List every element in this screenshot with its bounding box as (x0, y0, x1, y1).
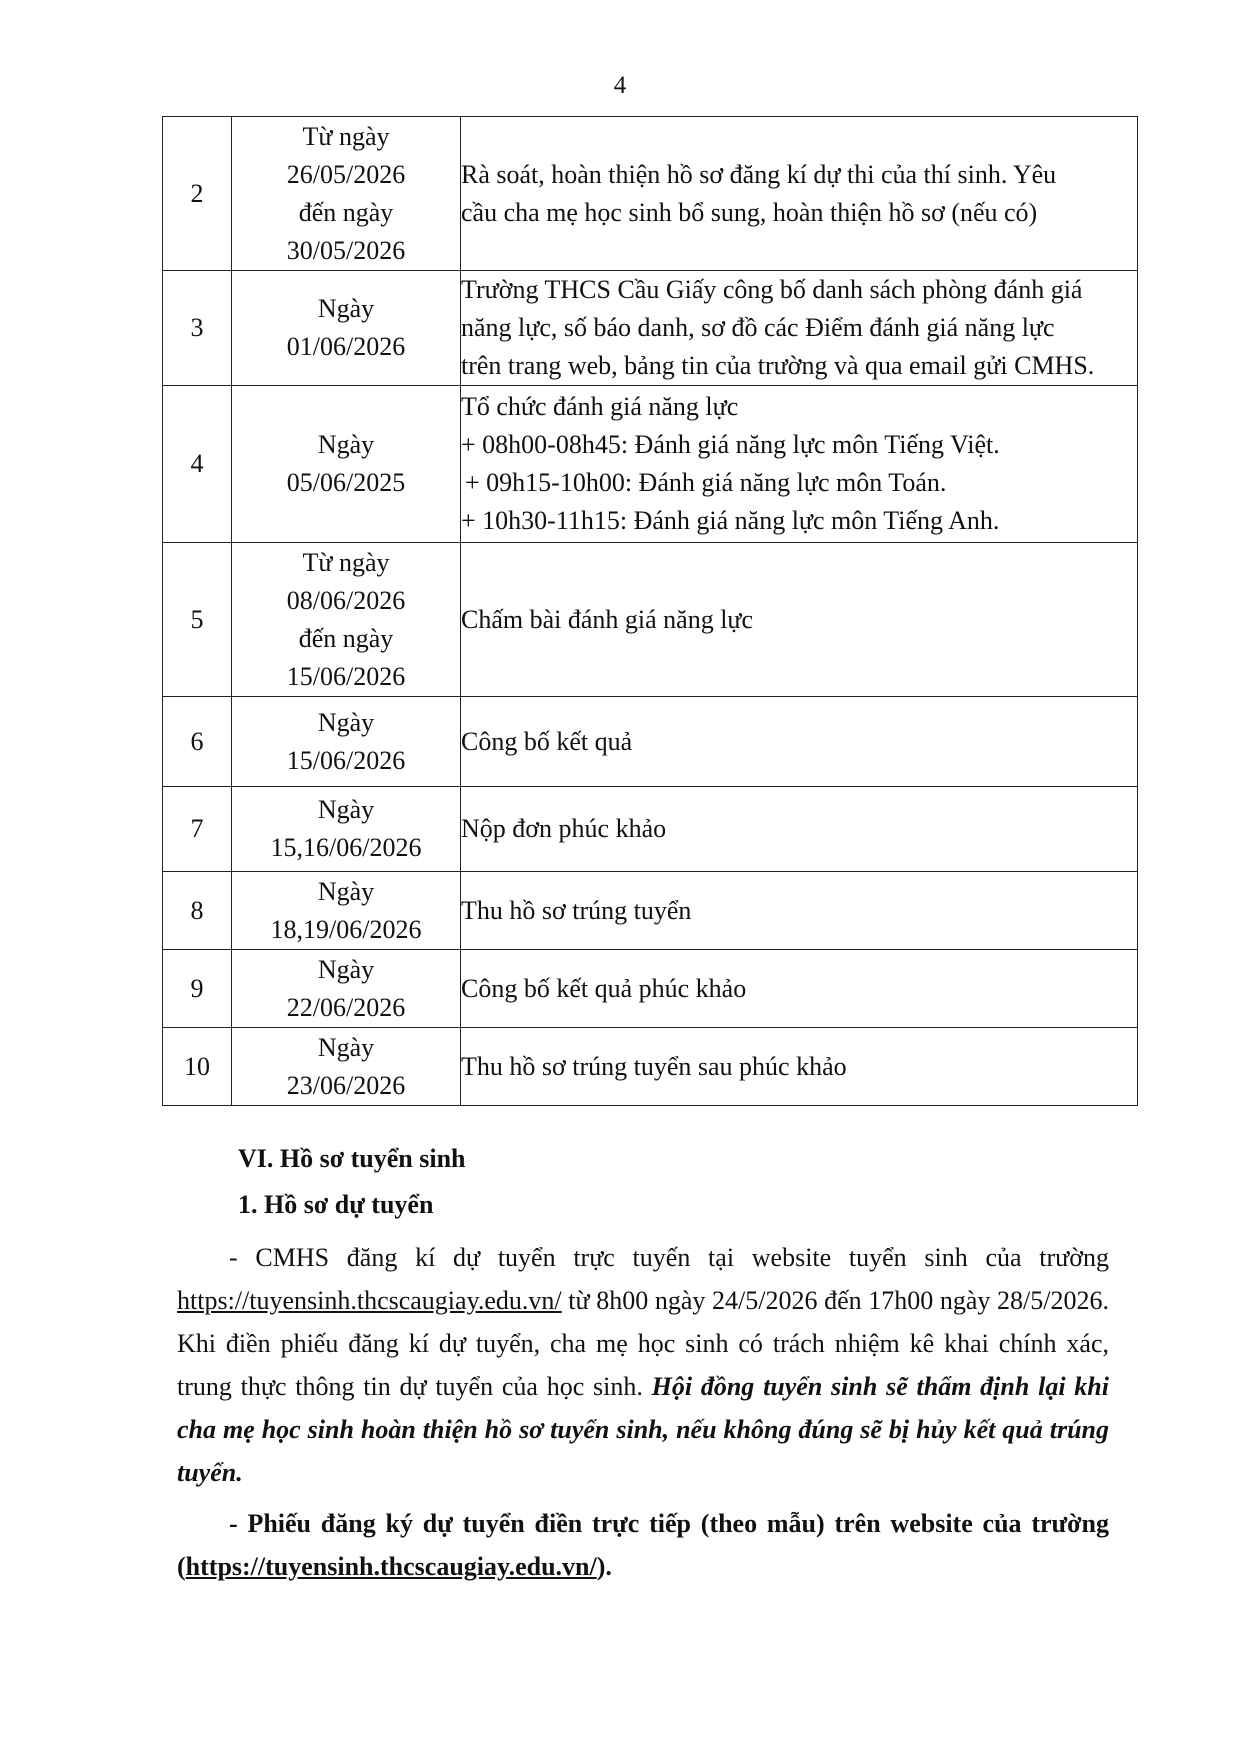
row-task (461, 872, 1138, 950)
time-line: Ngày (317, 707, 375, 737)
row-task (461, 787, 1138, 872)
row-time (232, 543, 461, 697)
task-line: Trường THCS Cầu Giấy công bố danh sách phòng đánh giá (461, 275, 1083, 304)
row-task (461, 950, 1138, 1028)
time-line: Ngày (317, 876, 375, 906)
time-line: 23/06/2026 (286, 1070, 406, 1100)
schedule-row (163, 872, 1138, 950)
form-paragraph (177, 1502, 1109, 1588)
schedule-row (163, 787, 1138, 872)
time-line: 18,19/06/2026 (270, 914, 422, 944)
time-line: Ngày (317, 294, 375, 323)
time-line: đến ngày (298, 623, 394, 653)
row-time (232, 872, 461, 950)
row-number: 5 (163, 543, 232, 697)
schedule-row (163, 117, 1138, 271)
page-number: 4 (613, 72, 627, 99)
time-line: Ngày (317, 430, 375, 459)
task-line: Nộp đơn phúc khảo (461, 814, 667, 843)
row-number: 6 (163, 697, 232, 787)
task-line: Chấm bài đánh giá năng lực (461, 604, 754, 634)
task-line: năng lực, số báo danh, sơ đồ các Điểm đánh giá năng lực (461, 313, 1055, 342)
row-time (232, 1028, 461, 1106)
paragraph-body: từ 8h00 ngày 24/5/2026 đến 17h00 ngày 28/5/2026. Khi điền phiếu đăng kí dự tuyển, cha mẹ học sinh có trách nhiệm kê khai chính xác, trung thực thông tin dự tuyển của học sinh. (177, 1286, 1109, 1401)
time-line: Từ ngày (302, 121, 390, 151)
task-line: Tổ chức đánh giá năng lực (461, 392, 739, 421)
row-number: 4 (163, 386, 232, 543)
time-line: 05/06/2025 (286, 468, 406, 497)
row-time (232, 787, 461, 872)
row-task (461, 271, 1138, 386)
row-number: 8 (163, 872, 232, 950)
row-task (461, 1028, 1138, 1106)
paragraph-emphasis: Hội đồng tuyển sinh sẽ thẩm định lại khi cha mẹ học sinh hoàn thiện hồ sơ tuyển sinh, nếu không đúng sẽ bị hủy kết quả trúng tuyển. (177, 1372, 1109, 1487)
row-time (232, 386, 461, 543)
schedule-table (162, 116, 1138, 1106)
time-line: 15/06/2026 (286, 661, 406, 691)
form-website-link[interactable]: https://tuyensinh.thcscaugiay.edu.vn/ (185, 1552, 597, 1581)
time-line: 01/06/2026 (286, 332, 406, 361)
time-line: 30/05/2026 (286, 235, 406, 265)
row-number: 7 (163, 787, 232, 872)
task-line: + 10h30-11h15: Đánh giá năng lực môn Tiếng Anh. (461, 506, 1000, 535)
task-line: + 08h00-08h45: Đánh giá năng lực môn Tiếng Việt. (461, 430, 1000, 459)
row-task (461, 697, 1138, 787)
registration-paragraph (177, 1236, 1109, 1494)
row-number: 3 (163, 271, 232, 386)
time-line: 22/06/2026 (286, 992, 406, 1022)
paragraph-lead: - Phiếu đăng ký dự tuyển điền trực tiếp (theo mẫu) trên website của trường ( (177, 1509, 1109, 1581)
row-number: 10 (163, 1028, 232, 1106)
time-line: 15/06/2026 (286, 745, 406, 775)
task-line: Rà soát, hoàn thiện hồ sơ đăng kí dự thi của thí sinh. Yêu (461, 159, 1057, 189)
section-heading: VI. Hồ sơ tuyển sinh (238, 1144, 466, 1173)
task-line: cầu cha mẹ học sinh bổ sung, hoàn thiện hồ sơ (nếu có) (461, 197, 1038, 227)
time-line: Ngày (317, 1032, 375, 1062)
time-line: 26/05/2026 (286, 159, 406, 189)
task-line: + 09h15-10h00: Đánh giá năng lực môn Toán. (465, 468, 947, 497)
subsection-heading: 1. Hồ sơ dự tuyển (238, 1190, 434, 1219)
row-time (232, 271, 461, 386)
time-line: đến ngày (298, 197, 394, 227)
paragraph-tail: ). (596, 1552, 612, 1581)
schedule-row (163, 271, 1138, 386)
time-line: Ngày (317, 954, 375, 984)
admission-website-link[interactable]: https://tuyensinh.thcscaugiay.edu.vn/ (177, 1286, 562, 1315)
time-line: Từ ngày (302, 547, 390, 577)
schedule-row (163, 543, 1138, 697)
row-time (232, 950, 461, 1028)
schedule-row (163, 1028, 1138, 1106)
time-line: 08/06/2026 (286, 585, 406, 615)
row-task (461, 117, 1138, 271)
task-line: Thu hồ sơ trúng tuyển sau phúc khảo (461, 1051, 847, 1081)
row-task (461, 543, 1138, 697)
row-number: 2 (163, 117, 232, 271)
schedule-row (163, 697, 1138, 787)
task-line: Thu hồ sơ trúng tuyển (461, 895, 692, 925)
time-line: 15,16/06/2026 (270, 833, 422, 862)
schedule-row (163, 950, 1138, 1028)
row-task (461, 386, 1138, 543)
time-line: Ngày (317, 795, 375, 824)
task-line: Công bố kết quả (461, 726, 633, 756)
task-line: Công bố kết quả phúc khảo (461, 973, 747, 1003)
task-line: trên trang web, bảng tin của trường và qua email gửi CMHS. (461, 351, 1095, 380)
row-time (232, 117, 461, 271)
paragraph-lead: - CMHS đăng kí dự tuyển trực tuyến tại website tuyển sinh của trường (229, 1243, 1109, 1272)
row-number: 9 (163, 950, 232, 1028)
row-time (232, 697, 461, 787)
schedule-row (163, 386, 1138, 543)
